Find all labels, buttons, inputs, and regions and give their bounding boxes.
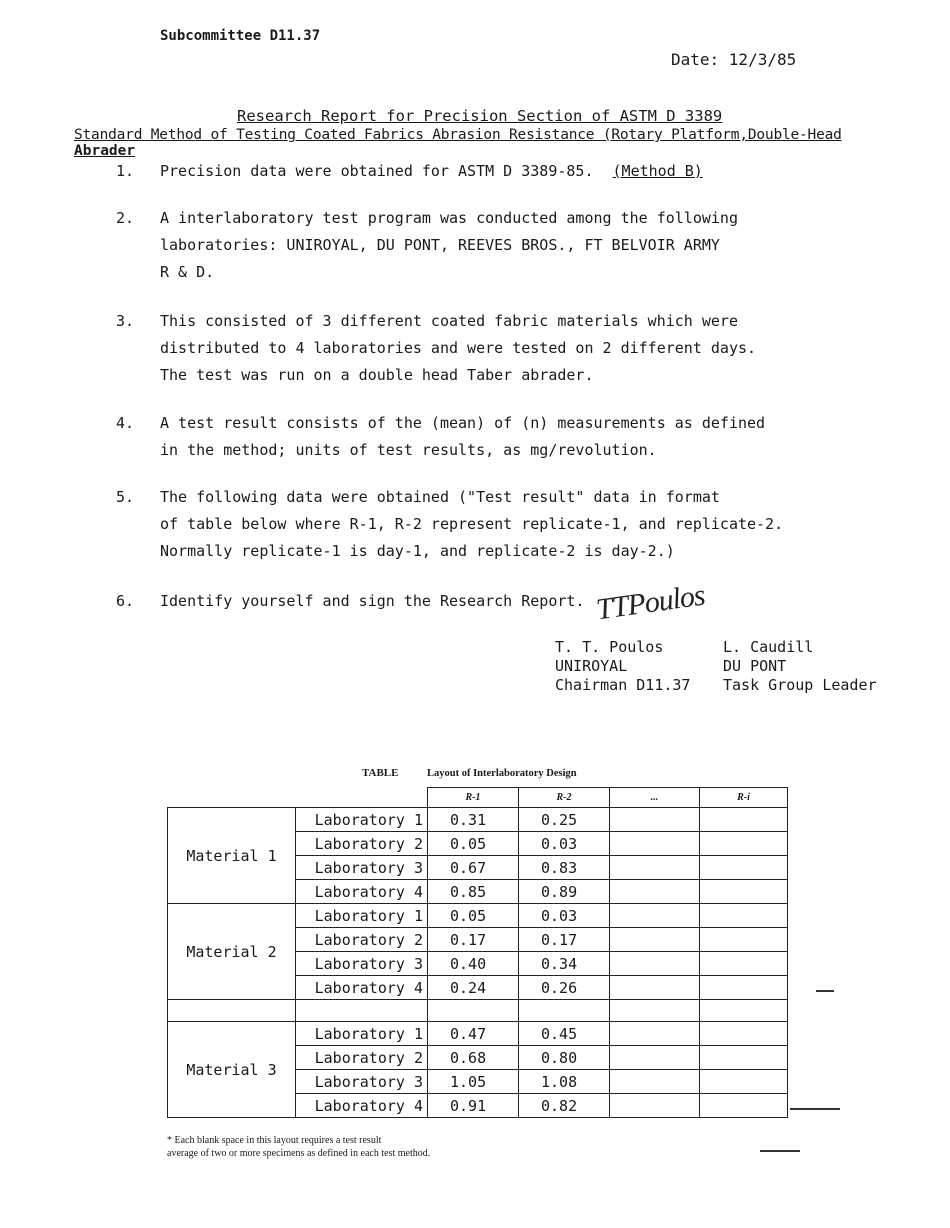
signatory-name: L. Caudill — [723, 638, 814, 656]
report-title: Research Report for Precision Section of ASTM D 3389 — [237, 107, 723, 125]
table-header-row — [168, 788, 788, 808]
r1-cell: 0.85 — [428, 880, 519, 904]
item-line: Normally replicate-1 is day-1, and replicate-2 is day-2.) — [160, 542, 675, 560]
r2-cell: 0.25 — [519, 808, 610, 832]
interlaboratory-table — [167, 787, 788, 1118]
lab-cell: Laboratory 1 — [296, 1022, 428, 1046]
r2-cell: 0.82 — [519, 1094, 610, 1118]
lab-cell: Laboratory 2 — [296, 832, 428, 856]
r1-cell: 1.05 — [428, 1070, 519, 1094]
footnote-line: * Each blank space in this layout requires a test result — [167, 1135, 382, 1146]
r1-cell: 0.05 — [428, 904, 519, 928]
item-number: 1. — [116, 162, 135, 180]
r2-cell: 0.83 — [519, 856, 610, 880]
signatory-name: T. T. Poulos — [555, 638, 664, 656]
lab-cell: Laboratory 4 — [296, 976, 428, 1000]
item-line: distributed to 4 laboratories and were tested on 2 different days. — [160, 339, 757, 357]
item-4-text — [160, 410, 765, 464]
item-number: 6. — [116, 592, 135, 610]
r2-cell: 0.34 — [519, 952, 610, 976]
column-header: ... — [610, 788, 700, 808]
report-subtitle-cont: Abrader — [74, 143, 136, 159]
table-row — [168, 808, 788, 832]
signatory-org: UNIROYAL — [555, 657, 628, 675]
item-line: The test was run on a double head Taber abrader. — [160, 366, 594, 384]
r2-cell: 0.03 — [519, 904, 610, 928]
column-header: R-i — [700, 788, 788, 808]
r1-cell: 0.67 — [428, 856, 519, 880]
item-number: 5. — [116, 488, 135, 506]
lab-cell: Laboratory 1 — [296, 808, 428, 832]
item-line: A interlaboratory test program was conducted among the following — [160, 209, 738, 227]
item-line: laboratories: UNIROYAL, DU PONT, REEVES BROS., FT BELVOIR ARMY — [160, 236, 720, 254]
item-line: in the method; units of test results, as mg/revolution. — [160, 441, 657, 459]
lab-cell: Laboratory 4 — [296, 880, 428, 904]
report-subtitle: Standard Method of Testing Coated Fabrics Abrasion Resistance (Rotary Platform,Double-Head — [74, 127, 842, 143]
r2-cell: 1.08 — [519, 1070, 610, 1094]
signatory-org: DU PONT — [723, 657, 787, 675]
table-label: TABLE — [362, 767, 399, 779]
item-6-text: Identify yourself and sign the Research Report. — [160, 592, 585, 610]
r2-cell: 0.45 — [519, 1022, 610, 1046]
lab-cell: Laboratory 2 — [296, 1046, 428, 1070]
r1-cell: 0.47 — [428, 1022, 519, 1046]
signatory-caudill — [723, 638, 877, 695]
r1-cell: 0.31 — [428, 808, 519, 832]
r2-cell: 0.89 — [519, 880, 610, 904]
scan-mark — [790, 1108, 840, 1110]
table-caption: Layout of Interlaboratory Design — [427, 768, 577, 779]
signatory-role: Task Group Leader — [723, 676, 877, 694]
lab-cell: Laboratory 1 — [296, 904, 428, 928]
r2-cell: 0.17 — [519, 928, 610, 952]
scan-mark — [760, 1150, 800, 1152]
item-1-line: Precision data were obtained for ASTM D 3389-85. — [160, 162, 594, 180]
item-line: This consisted of 3 different coated fabric materials which were — [160, 312, 738, 330]
lab-cell: Laboratory 2 — [296, 928, 428, 952]
table-row — [168, 904, 788, 928]
table-footnote — [167, 1134, 430, 1160]
r2-cell: 0.26 — [519, 976, 610, 1000]
r1-cell: 0.68 — [428, 1046, 519, 1070]
handwritten-signature: TTPoulos — [594, 578, 707, 627]
item-2-text — [160, 205, 738, 286]
signatory-poulos — [555, 638, 690, 695]
r2-cell: 0.80 — [519, 1046, 610, 1070]
material-label: Material 1 — [168, 808, 296, 904]
item-line: A test result consists of the (mean) of (n) measurements as defined — [160, 414, 766, 432]
item-line: The following data were obtained ("Test result" data in format — [160, 488, 720, 506]
material-label: Material 3 — [168, 1022, 296, 1118]
r1-cell: 0.40 — [428, 952, 519, 976]
lab-cell: Laboratory 3 — [296, 856, 428, 880]
item-1-text — [160, 158, 703, 185]
material-label: Material 2 — [168, 904, 296, 1000]
item-line: of table below where R-1, R-2 represent replicate-1, and replicate-2. — [160, 515, 784, 533]
table-spacer-row — [168, 1000, 788, 1022]
lab-cell: Laboratory 4 — [296, 1094, 428, 1118]
column-header: R-2 — [519, 788, 610, 808]
item-number: 2. — [116, 209, 135, 227]
item-number: 4. — [116, 414, 135, 432]
footnote-line: average of two or more specimens as defined in each test method. — [167, 1148, 431, 1159]
lab-cell: Laboratory 3 — [296, 952, 428, 976]
item-3-text — [160, 308, 756, 389]
method-b-note: (Method B) — [612, 162, 703, 180]
r2-cell: 0.03 — [519, 832, 610, 856]
item-5-text — [160, 484, 783, 565]
r1-cell: 0.24 — [428, 976, 519, 1000]
scan-mark — [816, 990, 834, 992]
report-date: Date: 12/3/85 — [671, 50, 797, 69]
subcommittee-label: Subcommittee D11.37 — [160, 28, 321, 44]
signatory-role: Chairman D11.37 — [555, 676, 691, 694]
item-line: R & D. — [160, 263, 215, 281]
r1-cell: 0.05 — [428, 832, 519, 856]
lab-cell: Laboratory 3 — [296, 1070, 428, 1094]
item-number: 3. — [116, 312, 135, 330]
r1-cell: 0.17 — [428, 928, 519, 952]
table-row — [168, 1022, 788, 1046]
r1-cell: 0.91 — [428, 1094, 519, 1118]
column-header: R-1 — [428, 788, 519, 808]
